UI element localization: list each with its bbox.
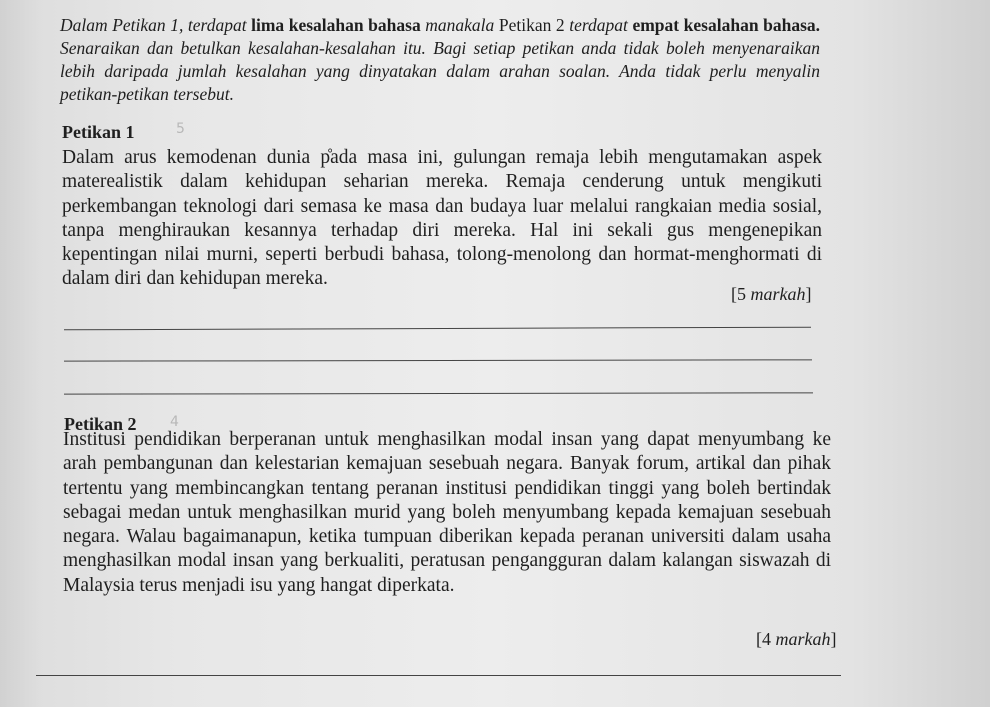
marks-close: ] <box>830 629 837 649</box>
answer-line-1[interactable] <box>64 327 811 331</box>
question-instructions <box>60 14 820 106</box>
petikan-2-marks <box>756 629 837 650</box>
marks-word: markah <box>750 284 806 304</box>
marks-open: [4 <box>756 629 776 649</box>
answer-line-4[interactable] <box>36 675 841 676</box>
petikan-2-margin-note: 4 <box>170 414 179 430</box>
instruction-part-7: empat kesalahan bahasa. <box>627 15 821 35</box>
instruction-part-3: lima kesalahan bahasa <box>251 15 426 35</box>
petikan-1-margin-note: 5 <box>176 121 185 137</box>
petikan-1-heading: Petikan 1 <box>62 122 135 142</box>
petikan-1-text: Dalam arus kemodenan dunia p̊ada masa ini, gulungan remaja lebih mengutamakan aspek materealistik dalam kehidupan seharian mereka. Remaja cenderung untuk mengikuti perkembangan teknologi dari semasa ke masa dan budaya luar melalui rangkaian media sosial, tanpa menghiraukan kesannya terhadap diri mereka. Hal ini sekali gus mengenepikan kepentingan nilai murni, seperti berbudi bahasa, tolong-menolong dan hormat-menghormati di dalam diri dan kehidupan mereka. <box>62 147 822 290</box>
petikan-1-marks <box>731 284 812 305</box>
answer-line-2[interactable] <box>64 359 812 361</box>
instruction-part-2: terdapat <box>183 15 252 35</box>
petikan-2-heading: Petikan 2 <box>64 414 137 434</box>
answer-line-3[interactable] <box>64 392 813 394</box>
marks-word: markah <box>775 629 831 649</box>
petikan-2-text: Institusi pendidikan berperanan untuk menghasilkan modal insan yang dapat menyumbang ke arah pembangunan dan kelestarian kemajuan sesebuah negara. Banyak forum, artikal dan pihak tertentu yang membincangkan tentang peranan institusi pendidikan tinggi yang boleh bertindak sebagai medan untuk menghasilkan murid yang boleh menyumbang kepada kemajuan sesebuah negara. Walau bagaimanapun, ketika tumpuan diberikan kepada peranan universiti dalam usaha menghasilkan modal insan yang berkualiti, peratusan pengangguran dalam kalangan siswazah di Malaysia terus menjadi isu yang hangat diperkata. <box>63 429 831 596</box>
instruction-part-4: manakala <box>425 15 495 35</box>
marks-open: [5 <box>731 284 751 304</box>
instruction-part-6: terdapat <box>569 15 628 35</box>
page-shadow <box>0 0 42 707</box>
instruction-part-5: Petikan 2 <box>494 15 570 35</box>
instruction-part-8: Senaraikan dan betulkan kesalahan-kesalahan itu. Bagi setiap petikan anda tidak boleh menyenaraikan lebih daripada jumlah kesalahan yang dinyatakan dalam arahan soalan. Anda tidak perlu menyalin petikan-petikan tersebut. <box>60 38 820 104</box>
marks-close: ] <box>805 284 812 304</box>
instruction-part-1: Dalam Petikan 1, <box>60 15 184 35</box>
